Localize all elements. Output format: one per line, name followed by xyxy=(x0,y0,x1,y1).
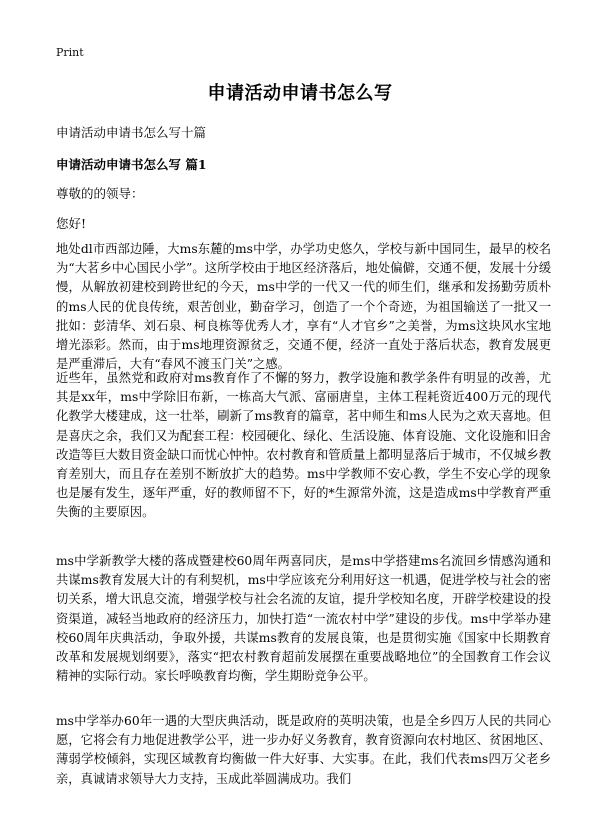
greeting: 您好! xyxy=(56,216,87,231)
salutation: 尊敬的的领导： xyxy=(56,186,144,201)
print-link[interactable]: Print xyxy=(56,46,84,59)
section-heading: 申请活动申请书怎么写 篇1 xyxy=(56,157,207,172)
subtitle: 申请活动申请书怎么写十篇 xyxy=(56,125,207,140)
paragraph: ms中学新教学大楼的落成暨建校60周年两喜同庆，是ms中学搭建ms名流回乡情感沟通和共谋ms教育发展大计的有利契机，ms中学应该充分利用好这一机遇，促进学校与社会的密切关系，增大讯息交流，增强学校与社会名流的友谊，提升学校知名度，开辟学校建设的投资渠道，减轻当地政府的经济压力，加快打造“一流农村中学”建设的步伐。ms中学举办建校60周年庆典活动，争取外援，共谋ms教育的发展良策，也是贯彻实施《国家中长期教育改革和发展规划纲要》，落实“把农村教育超前发展摆在重要战略地位”的全国教育工作会议精神的实际行动。家长呼唤教育均衡，学生期盼竞争公平。 xyxy=(56,554,551,684)
page-title: 申请活动申请书怎么写 xyxy=(207,83,393,104)
paragraph: 近些年，虽然党和政府对ms教育作了不懈的努力，教学设施和教学条件有明显的改善，尤其是xx年，ms中学除旧布新，一栋高大气派、富丽唐皇，主体工程耗资近400万元的现代化教学大楼建成，这一壮举，刷新了ms教育的篇章，茗中师生和ms人民为之欢天喜地。但是喜庆之余，我们又为配套工程：校园硬化、绿化、生活设施、体育设施、文化设施和旧舍改造等巨大数目资金缺口而忧心忡忡。农村教育和管质量上都明显落后于城市，不仅城乡教育差别大，而且存在差别不断放扩大的趋势。ms中学教师不安心教，学生不安心学的现象也是屡有发生，逐年严重，好的教师留不下，好的*生源常外流，这是造成ms中学教育严重失衡的主要原因。 xyxy=(56,371,551,520)
paragraph: ms中学举办60年一遇的大型庆典活动，既是政府的英明决策，也是全乡四万人民的共同心愿，它将会有力地促进教学公平，进一步办好义务教育，教育资源向农村地区、贫困地区、薄弱学校倾斜，实现区域教育均衡做一件大好事、大实事。在此，我们代表ms四万父老乡亲，真诚请求领导大力支持，玉成此举圆满成功。我们 xyxy=(56,714,551,786)
paragraph: 地处dl市西部边陲，大ms东麓的ms中学，办学功史悠久，学校与新中国同生，最早的校名为“大茗乡中心国民小学”。这所学校由于地区经济落后，地处偏僻，交通不便，发展十分缓慢，从解放初建校到跨世纪的今天，ms中学的一代又一代的师生们，继承和发扬勤劳质朴的ms人民的优良传统，艰苦创业，勤奋学习，创造了一个个奇迹，为祖国输送了一批又一批如：彭清华、刘石泉、柯良栋等优秀人才，享有“人才官乡”之美誉，为ms这块风水宝地增光添彩。然而，由于ms地理资源贫乏，交通不便，经济一直处于落后状态，教育发展更是严重滞后，大有“春风不渡玉门关”之感。 xyxy=(56,242,551,372)
